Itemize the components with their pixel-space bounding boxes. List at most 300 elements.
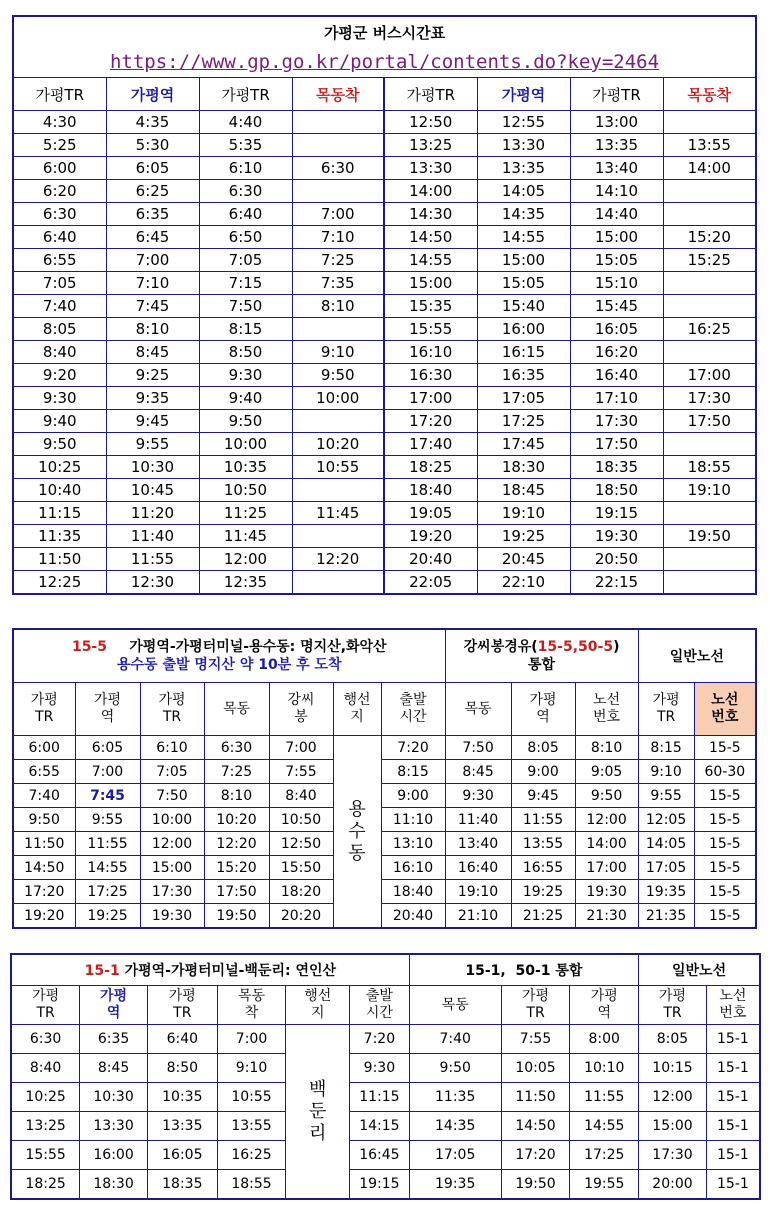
time-cell: 10:35 <box>147 1083 217 1112</box>
time-cell: 14:00 <box>663 157 756 180</box>
time-cell: 11:55 <box>570 1083 639 1112</box>
table-row <box>13 525 756 548</box>
time-cell: 15:10 <box>570 272 663 295</box>
table-row <box>13 904 756 929</box>
time-cell: 10:55 <box>217 1083 286 1112</box>
time-cell: 12:20 <box>204 832 269 856</box>
time-cell: 8:45 <box>80 1054 148 1083</box>
time-cell: 8:50 <box>199 341 292 364</box>
time-cell: 15-5 <box>694 832 756 856</box>
time-cell: 16:05 <box>147 1141 217 1170</box>
time-cell: 10:50 <box>199 479 292 502</box>
time-cell: 19:20 <box>384 525 477 548</box>
time-cell: 13:30 <box>80 1112 148 1141</box>
time-cell <box>292 571 384 595</box>
time-cell: 15:55 <box>11 1141 80 1170</box>
col-header: 목동 착 <box>217 986 286 1025</box>
time-cell: 11:55 <box>106 548 199 571</box>
time-cell: 14:35 <box>477 203 570 226</box>
time-cell: 15-5 <box>694 880 756 904</box>
time-cell: 10:55 <box>292 456 384 479</box>
time-cell: 11:55 <box>511 808 575 832</box>
time-cell: 17:30 <box>639 1141 707 1170</box>
time-cell: 6:40 <box>199 203 292 226</box>
time-cell: 15-1 <box>706 1025 760 1054</box>
time-cell: 5:30 <box>106 134 199 157</box>
time-cell: 7:20 <box>350 1025 410 1054</box>
time-cell: 15-1 <box>706 1170 760 1200</box>
time-cell <box>292 479 384 502</box>
col-header: 목동착 <box>663 78 756 111</box>
time-cell: 18:25 <box>384 456 477 479</box>
col-header: 강씨 봉 <box>269 683 333 736</box>
time-cell: 7:15 <box>199 272 292 295</box>
time-cell: 9:45 <box>511 784 575 808</box>
time-cell: 15:05 <box>477 272 570 295</box>
time-cell: 19:55 <box>570 1170 639 1200</box>
time-cell: 8:10 <box>575 736 638 760</box>
time-cell: 11:45 <box>199 525 292 548</box>
time-cell: 15:05 <box>570 249 663 272</box>
table-row <box>13 157 756 180</box>
time-cell: 9:50 <box>13 433 106 456</box>
time-cell: 17:25 <box>570 1141 639 1170</box>
time-cell: 11:25 <box>199 502 292 525</box>
time-cell: 12:50 <box>269 832 333 856</box>
time-cell: 20:50 <box>570 548 663 571</box>
time-cell: 9:40 <box>13 410 106 433</box>
col-header: 가평TR <box>13 78 106 111</box>
col-header: 가평 역 <box>80 986 148 1025</box>
time-cell: 15:00 <box>639 1112 707 1141</box>
general-route-header: 일반노선 <box>639 954 760 986</box>
table-row <box>13 226 756 249</box>
time-cell: 7:40 <box>409 1025 501 1054</box>
time-cell: 14:30 <box>384 203 477 226</box>
table-row <box>13 433 756 456</box>
time-cell: 9:00 <box>511 760 575 784</box>
time-cell: 9:45 <box>106 410 199 433</box>
time-cell: 8:15 <box>638 736 694 760</box>
time-cell: 22:05 <box>384 571 477 595</box>
time-cell: 19:50 <box>501 1170 570 1200</box>
route-header <box>13 629 445 683</box>
time-cell: 20:40 <box>384 548 477 571</box>
time-cell: 13:35 <box>570 134 663 157</box>
table-row <box>11 1083 760 1112</box>
merge-header: 15-1, 50-1 통합 <box>409 954 638 986</box>
time-cell: 11:35 <box>13 525 106 548</box>
col-header: 행선 지 <box>286 986 350 1025</box>
time-cell: 9:55 <box>638 784 694 808</box>
time-cell: 10:35 <box>199 456 292 479</box>
time-cell <box>292 410 384 433</box>
time-cell: 6:55 <box>13 249 106 272</box>
time-cell: 7:35 <box>292 272 384 295</box>
time-cell: 7:45 <box>75 784 140 808</box>
time-cell: 13:40 <box>445 832 511 856</box>
time-cell: 6:10 <box>199 157 292 180</box>
time-cell: 9:50 <box>199 410 292 433</box>
time-cell: 14:55 <box>384 249 477 272</box>
time-cell: 15:40 <box>477 295 570 318</box>
time-cell: 20:00 <box>639 1170 707 1200</box>
time-cell: 8:10 <box>106 318 199 341</box>
time-cell: 9:40 <box>199 387 292 410</box>
col-header: 행선 지 <box>333 683 381 736</box>
time-cell: 16:05 <box>570 318 663 341</box>
col-header: 가평TR <box>570 78 663 111</box>
time-cell: 15:25 <box>663 249 756 272</box>
time-cell: 9:25 <box>106 364 199 387</box>
url-cell <box>13 47 756 78</box>
time-cell: 10:25 <box>11 1083 80 1112</box>
time-cell: 7:00 <box>217 1025 286 1054</box>
time-cell: 7:05 <box>140 760 204 784</box>
time-cell: 12:00 <box>140 832 204 856</box>
time-cell: 13:55 <box>217 1112 286 1141</box>
time-cell: 15:00 <box>477 249 570 272</box>
time-cell: 14:40 <box>570 203 663 226</box>
time-cell: 10:20 <box>204 808 269 832</box>
time-cell <box>663 180 756 203</box>
table-row <box>13 180 756 203</box>
time-cell: 11:40 <box>445 808 511 832</box>
time-cell: 8:10 <box>204 784 269 808</box>
time-cell: 11:15 <box>13 502 106 525</box>
time-cell: 11:35 <box>409 1083 501 1112</box>
time-cell: 13:35 <box>477 157 570 180</box>
time-cell: 7:25 <box>292 249 384 272</box>
time-cell: 10:15 <box>639 1054 707 1083</box>
time-cell: 12:50 <box>384 111 477 134</box>
time-cell: 17:00 <box>575 856 638 880</box>
time-cell: 16:15 <box>477 341 570 364</box>
time-cell: 6:05 <box>75 736 140 760</box>
time-cell: 8:50 <box>147 1054 217 1083</box>
table-row <box>13 341 756 364</box>
time-cell: 9:10 <box>638 760 694 784</box>
time-cell: 7:25 <box>204 760 269 784</box>
time-cell: 14:35 <box>409 1112 501 1141</box>
time-cell: 10:00 <box>292 387 384 410</box>
time-cell: 6:30 <box>11 1025 80 1054</box>
time-cell: 18:55 <box>663 456 756 479</box>
time-cell: 11:15 <box>350 1083 410 1112</box>
time-cell: 9:50 <box>575 784 638 808</box>
time-cell: 15:50 <box>269 856 333 880</box>
time-cell: 15-5 <box>694 808 756 832</box>
table-row <box>11 1025 760 1054</box>
time-cell: 16:40 <box>570 364 663 387</box>
time-cell: 9:50 <box>409 1054 501 1083</box>
time-cell: 7:00 <box>106 249 199 272</box>
time-cell: 19:05 <box>384 502 477 525</box>
time-cell: 7:20 <box>381 736 445 760</box>
col-header: 가평TR <box>199 78 292 111</box>
time-cell <box>663 203 756 226</box>
table-row <box>13 880 756 904</box>
time-cell: 7:50 <box>199 295 292 318</box>
time-cell: 16:55 <box>511 856 575 880</box>
time-cell: 9:20 <box>13 364 106 387</box>
time-cell <box>663 571 756 595</box>
time-cell <box>663 341 756 364</box>
time-cell: 18:45 <box>477 479 570 502</box>
time-cell <box>663 502 756 525</box>
time-cell: 14:00 <box>384 180 477 203</box>
time-cell: 15-1 <box>706 1112 760 1141</box>
time-cell: 19:10 <box>663 479 756 502</box>
time-cell: 16:10 <box>384 341 477 364</box>
time-cell: 10:45 <box>106 479 199 502</box>
source-link[interactable]: https://www.gp.go.kr/portal/contents.do?key=2464 <box>109 51 660 73</box>
time-cell: 18:20 <box>269 880 333 904</box>
time-cell: 15-5 <box>694 904 756 929</box>
table-row <box>13 387 756 410</box>
time-cell: 7:05 <box>199 249 292 272</box>
time-cell: 10:40 <box>13 479 106 502</box>
time-cell: 6:55 <box>13 760 75 784</box>
time-cell: 19:50 <box>663 525 756 548</box>
time-cell: 9:50 <box>13 808 75 832</box>
time-cell: 14:05 <box>638 832 694 856</box>
time-cell: 14:55 <box>75 856 140 880</box>
time-cell: 6:40 <box>13 226 106 249</box>
time-cell: 18:35 <box>570 456 663 479</box>
time-cell: 11:50 <box>13 548 106 571</box>
route-title: 가평역-가평터미널-백둔리: 연인산 <box>124 963 337 979</box>
time-cell: 7:40 <box>13 295 106 318</box>
time-cell: 5:35 <box>199 134 292 157</box>
time-cell: 15:35 <box>384 295 477 318</box>
time-cell: 16:25 <box>663 318 756 341</box>
time-cell: 17:30 <box>663 387 756 410</box>
time-cell: 7:55 <box>501 1025 570 1054</box>
table-row <box>13 410 756 433</box>
time-cell: 19:20 <box>13 904 75 929</box>
table-row <box>13 111 756 134</box>
table-row <box>13 736 756 760</box>
header-row <box>13 78 756 111</box>
table-row <box>11 1170 760 1200</box>
time-cell: 14:00 <box>575 832 638 856</box>
col-header: 가평TR <box>384 78 477 111</box>
time-cell: 8:40 <box>11 1054 80 1083</box>
time-cell: 8:10 <box>292 295 384 318</box>
time-cell: 16:20 <box>570 341 663 364</box>
time-cell: 11:50 <box>501 1083 570 1112</box>
time-cell: 9:10 <box>217 1054 286 1083</box>
time-cell: 8:40 <box>269 784 333 808</box>
merge-suffix: 통합 <box>528 657 556 673</box>
time-cell <box>292 134 384 157</box>
time-cell: 6:35 <box>106 203 199 226</box>
col-header: 가평 TR <box>639 986 707 1025</box>
col-header: 출발 시간 <box>381 683 445 736</box>
time-cell: 21:25 <box>511 904 575 929</box>
time-cell <box>292 525 384 548</box>
time-cell: 8:15 <box>199 318 292 341</box>
time-cell: 13:35 <box>147 1112 217 1141</box>
route-number: 15-5 <box>71 639 107 655</box>
time-cell: 11:40 <box>106 525 199 548</box>
col-header: 가평 TR <box>13 683 75 736</box>
time-cell: 16:25 <box>217 1141 286 1170</box>
time-cell: 13:25 <box>11 1112 80 1141</box>
time-cell: 12:00 <box>199 548 292 571</box>
col-header: 가평 역 <box>75 683 140 736</box>
col-header: 출발 시간 <box>350 986 410 1025</box>
time-cell: 15:00 <box>384 272 477 295</box>
time-cell: 15-5 <box>694 784 756 808</box>
time-cell: 18:30 <box>80 1170 148 1200</box>
table-row <box>13 456 756 479</box>
time-cell: 14:50 <box>501 1112 570 1141</box>
table-row <box>13 295 756 318</box>
time-cell: 17:30 <box>570 410 663 433</box>
time-cell: 17:45 <box>477 433 570 456</box>
time-cell: 17:50 <box>663 410 756 433</box>
header-row <box>11 986 760 1025</box>
time-cell: 16:00 <box>80 1141 148 1170</box>
time-cell: 19:50 <box>204 904 269 929</box>
time-cell: 15:20 <box>204 856 269 880</box>
time-cell: 8:15 <box>381 760 445 784</box>
route-note: 용수동 출발 명지산 약 10분 후 도착 <box>117 657 342 673</box>
time-cell: 15-5 <box>694 736 756 760</box>
col-header: 목동착 <box>292 78 384 111</box>
time-cell: 18:35 <box>147 1170 217 1200</box>
time-cell: 60-30 <box>694 760 756 784</box>
col-header: 노선 번호 <box>575 683 638 736</box>
time-cell: 19:30 <box>575 880 638 904</box>
time-cell: 11:20 <box>106 502 199 525</box>
time-cell: 17:50 <box>204 880 269 904</box>
time-cell: 19:25 <box>477 525 570 548</box>
time-cell: 7:10 <box>106 272 199 295</box>
time-cell: 17:05 <box>638 856 694 880</box>
table-row <box>13 808 756 832</box>
time-cell: 19:30 <box>570 525 663 548</box>
col-header: 가평역 <box>106 78 199 111</box>
time-cell: 9:30 <box>13 387 106 410</box>
time-cell: 15:20 <box>663 226 756 249</box>
time-cell: 7:40 <box>13 784 75 808</box>
table-row <box>13 272 756 295</box>
time-cell: 6:00 <box>13 157 106 180</box>
time-cell: 13:40 <box>570 157 663 180</box>
time-cell: 16:00 <box>477 318 570 341</box>
time-cell: 10:00 <box>140 808 204 832</box>
time-cell: 16:35 <box>477 364 570 387</box>
route-title: 가평역-가평터미널-용수동: 명지산,화악산 <box>129 639 387 655</box>
time-cell <box>663 272 756 295</box>
time-cell: 5:25 <box>13 134 106 157</box>
time-cell: 18:40 <box>384 479 477 502</box>
time-cell: 8:45 <box>445 760 511 784</box>
time-cell: 11:50 <box>13 832 75 856</box>
time-cell: 16:30 <box>384 364 477 387</box>
time-cell: 8:05 <box>511 736 575 760</box>
time-cell: 9:30 <box>445 784 511 808</box>
table-row <box>13 784 756 808</box>
time-cell: 15-1 <box>706 1141 760 1170</box>
time-cell: 17:00 <box>384 387 477 410</box>
time-cell: 18:55 <box>217 1170 286 1200</box>
col-header: 가평 TR <box>11 986 80 1025</box>
time-cell: 17:00 <box>663 364 756 387</box>
time-cell: 4:40 <box>199 111 292 134</box>
time-cell: 9:00 <box>381 784 445 808</box>
time-cell: 13:55 <box>663 134 756 157</box>
time-cell <box>663 433 756 456</box>
merge-label: 강씨봉경유( <box>463 639 538 655</box>
time-cell: 6:50 <box>199 226 292 249</box>
time-cell: 17:25 <box>75 880 140 904</box>
time-cell: 15-1 <box>706 1083 760 1112</box>
time-cell: 9:30 <box>350 1054 410 1083</box>
time-cell: 8:00 <box>570 1025 639 1054</box>
time-cell: 12:00 <box>575 808 638 832</box>
time-cell: 6:30 <box>204 736 269 760</box>
time-cell: 7:50 <box>445 736 511 760</box>
time-cell: 19:15 <box>570 502 663 525</box>
destination-cell: 백 둔 리 <box>286 1025 350 1200</box>
time-cell: 6:30 <box>13 203 106 226</box>
time-cell: 7:10 <box>292 226 384 249</box>
route-15-1-timetable <box>10 953 761 1200</box>
col-header: 목동 <box>445 683 511 736</box>
time-cell: 19:15 <box>350 1170 410 1200</box>
time-cell: 17:40 <box>384 433 477 456</box>
time-cell: 14:50 <box>384 226 477 249</box>
time-cell: 7:00 <box>292 203 384 226</box>
time-cell: 22:15 <box>570 571 663 595</box>
col-header: 가평 TR <box>140 683 204 736</box>
time-cell: 19:25 <box>75 904 140 929</box>
time-cell: 9:55 <box>75 808 140 832</box>
time-cell: 16:10 <box>381 856 445 880</box>
time-cell: 21:30 <box>575 904 638 929</box>
time-cell: 10:00 <box>199 433 292 456</box>
time-cell: 19:25 <box>511 880 575 904</box>
time-cell: 14:10 <box>570 180 663 203</box>
time-cell: 13:30 <box>384 157 477 180</box>
time-cell: 11:55 <box>75 832 140 856</box>
time-cell: 17:25 <box>477 410 570 433</box>
time-cell: 6:40 <box>147 1025 217 1054</box>
time-cell: 19:30 <box>140 904 204 929</box>
time-cell: 12:05 <box>638 808 694 832</box>
table-row <box>13 548 756 571</box>
time-cell: 16:45 <box>350 1141 410 1170</box>
time-cell: 15:00 <box>140 856 204 880</box>
time-cell: 14:55 <box>477 226 570 249</box>
time-cell: 9:35 <box>106 387 199 410</box>
time-cell: 9:55 <box>106 433 199 456</box>
table-row <box>13 832 756 856</box>
col-header: 노선 번호 <box>706 986 760 1025</box>
time-cell: 20:20 <box>269 904 333 929</box>
time-cell <box>663 548 756 571</box>
time-cell: 21:35 <box>638 904 694 929</box>
timetable-title: 가평군 버스시간표 <box>13 16 756 47</box>
time-cell: 6:30 <box>292 157 384 180</box>
time-cell: 7:50 <box>140 784 204 808</box>
time-cell: 17:20 <box>384 410 477 433</box>
time-cell: 19:35 <box>638 880 694 904</box>
